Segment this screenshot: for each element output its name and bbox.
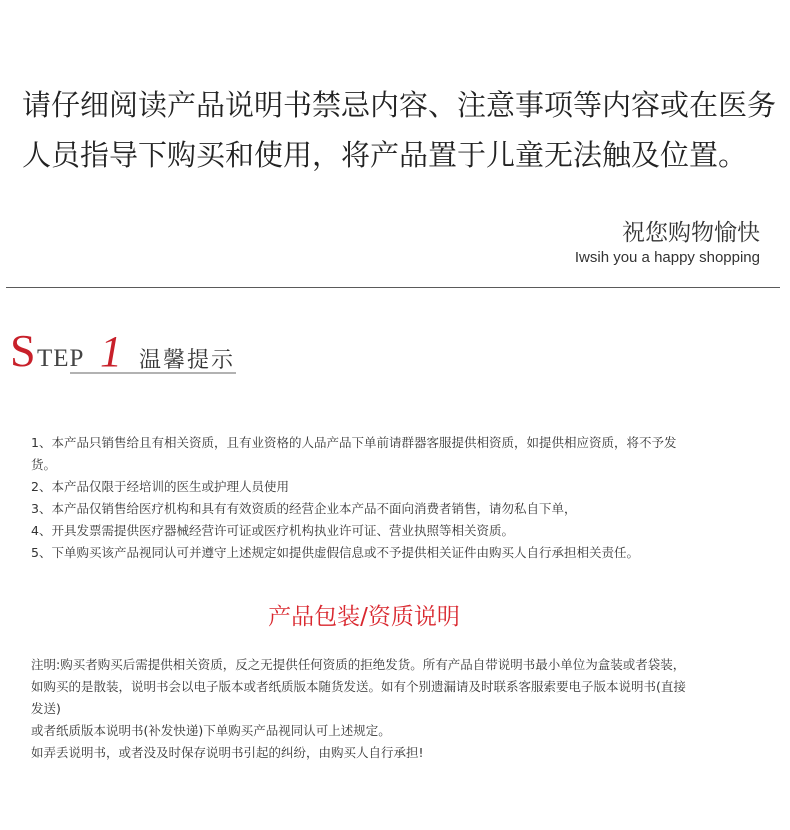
packaging-line: 或者纸质版本说明书(补发快递)下单购买产品视同认可上述规定。 <box>31 723 391 738</box>
step-title: 温馨提示 <box>139 348 236 373</box>
notice-item: 货。 <box>31 457 57 472</box>
warning-line-2: 人员指导下购买和使用，将产品置于儿童无法触及位置。 <box>22 138 748 172</box>
section-divider <box>6 287 780 288</box>
greeting-en: Iwsih you a happy shopping <box>574 249 760 266</box>
notice-item: 1、本产品只销售给且有相关资质，且有业资格的人品产品下单前请群器客服提供相资质，如提供相应资质，将不予发 <box>31 435 677 450</box>
notice-list <box>31 432 761 564</box>
packaging-title: 产品包装/资质说明 <box>268 604 460 630</box>
warning-text <box>22 80 782 180</box>
packaging-line: 如弄丢说明书，或者没及时保存说明书引起的纠纷，由购买人自行承担! <box>31 745 424 760</box>
notice-item: 2、本产品仅限于经培训的医生或护理人员使用 <box>31 479 289 494</box>
step-header <box>10 322 240 382</box>
warning-line-1: 请仔细阅读产品说明书禁忌内容、注意事项等内容或在医务 <box>22 88 777 122</box>
notice-item: 5、下单购买该产品视同认可并遵守上述规定如提供虚假信息或不予提供相关证件由购买人自行承担相关责任。 <box>31 545 639 560</box>
packaging-notes <box>31 654 761 764</box>
step-logo-number: 1 <box>100 327 122 376</box>
notice-item: 3、本产品仅销售给医疗机构和具有有效资质的经营企业本产品不面向消费者销售，请勿私自下单， <box>31 501 577 516</box>
packaging-line: 注明:购买者购买后需提供相关资质，反之无提供任何资质的拒绝发货。所有产品自带说明书最小单位为盒装或者袋装， <box>31 657 686 672</box>
packaging-line: 如购买的是散装，说明书会以电子版本或者纸质版本随货发送。如有个别遗漏请及时联系客服索要电子版本说明书(直接 <box>31 679 686 694</box>
step-logo-tep: TEP <box>37 345 85 372</box>
greeting-cn: 祝您购物愉快 <box>622 220 760 246</box>
notice-item: 4、开具发票需提供医疗器械经营许可证或医疗机构执业许可证、营业执照等相关资质。 <box>31 523 514 538</box>
packaging-line: 发送) <box>31 701 61 716</box>
step-logo-s: S <box>10 325 36 376</box>
